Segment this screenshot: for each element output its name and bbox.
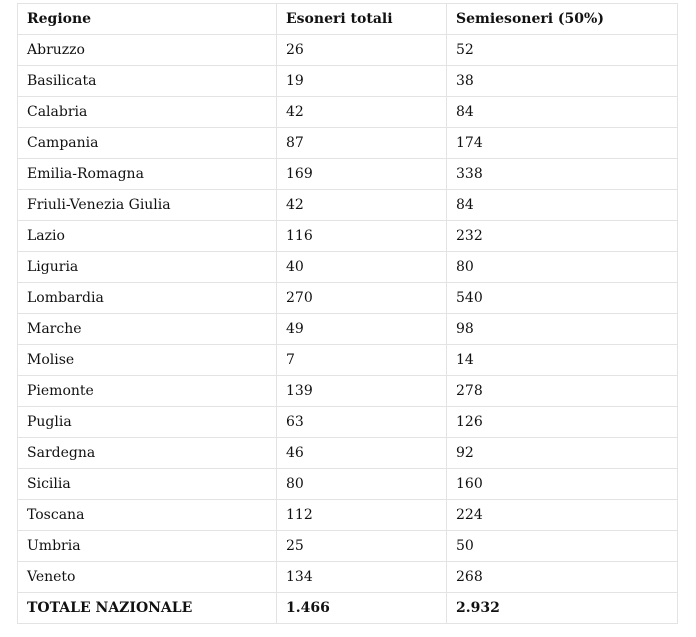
cell-semiesoneri: 224 xyxy=(447,500,678,531)
cell-semiesoneri: 52 xyxy=(447,35,678,66)
cell-semiesoneri: 98 xyxy=(447,314,678,345)
cell-semiesoneri: 540 xyxy=(447,283,678,314)
header-esoneri-totali: Esoneri totali xyxy=(277,4,447,35)
cell-regione: Basilicata xyxy=(18,66,277,97)
cell-esoneri: 169 xyxy=(277,159,447,190)
cell-semiesoneri: 174 xyxy=(447,128,678,159)
regional-exemptions-table-container xyxy=(17,3,677,624)
cell-regione: Piemonte xyxy=(18,376,277,407)
cell-semiesoneri: 278 xyxy=(447,376,678,407)
total-esoneri: 1.466 xyxy=(277,593,447,624)
table-row xyxy=(18,314,678,345)
cell-esoneri: 116 xyxy=(277,221,447,252)
cell-regione: Abruzzo xyxy=(18,35,277,66)
table-row xyxy=(18,283,678,314)
cell-esoneri: 134 xyxy=(277,562,447,593)
table-row xyxy=(18,35,678,66)
cell-esoneri: 139 xyxy=(277,376,447,407)
cell-regione: Veneto xyxy=(18,562,277,593)
cell-regione: Lombardia xyxy=(18,283,277,314)
cell-regione: Marche xyxy=(18,314,277,345)
total-row xyxy=(18,593,678,624)
table-row xyxy=(18,376,678,407)
cell-semiesoneri: 338 xyxy=(447,159,678,190)
cell-regione: Molise xyxy=(18,345,277,376)
cell-semiesoneri: 268 xyxy=(447,562,678,593)
cell-esoneri: 19 xyxy=(277,66,447,97)
cell-esoneri: 112 xyxy=(277,500,447,531)
table-row xyxy=(18,438,678,469)
table-row xyxy=(18,469,678,500)
table-row xyxy=(18,562,678,593)
total-semiesoneri: 2.932 xyxy=(447,593,678,624)
table-header-row xyxy=(18,4,678,35)
table-row xyxy=(18,407,678,438)
cell-semiesoneri: 38 xyxy=(447,66,678,97)
cell-regione: Umbria xyxy=(18,531,277,562)
cell-semiesoneri: 126 xyxy=(447,407,678,438)
table-row xyxy=(18,190,678,221)
table-row xyxy=(18,97,678,128)
cell-esoneri: 270 xyxy=(277,283,447,314)
table-row xyxy=(18,66,678,97)
cell-esoneri: 26 xyxy=(277,35,447,66)
table-row xyxy=(18,128,678,159)
cell-semiesoneri: 80 xyxy=(447,252,678,283)
table-row xyxy=(18,159,678,190)
table-row xyxy=(18,252,678,283)
cell-esoneri: 80 xyxy=(277,469,447,500)
cell-regione: Emilia-Romagna xyxy=(18,159,277,190)
cell-esoneri: 87 xyxy=(277,128,447,159)
cell-regione: Liguria xyxy=(18,252,277,283)
cell-semiesoneri: 160 xyxy=(447,469,678,500)
table-row xyxy=(18,345,678,376)
table-row xyxy=(18,500,678,531)
cell-esoneri: 7 xyxy=(277,345,447,376)
total-label: TOTALE NAZIONALE xyxy=(18,593,277,624)
cell-semiesoneri: 50 xyxy=(447,531,678,562)
cell-regione: Campania xyxy=(18,128,277,159)
cell-esoneri: 49 xyxy=(277,314,447,345)
regional-exemptions-table xyxy=(17,3,678,624)
header-regione: Regione xyxy=(18,4,277,35)
cell-regione: Calabria xyxy=(18,97,277,128)
cell-esoneri: 63 xyxy=(277,407,447,438)
cell-esoneri: 42 xyxy=(277,190,447,221)
cell-regione: Friuli-Venezia Giulia xyxy=(18,190,277,221)
header-semiesoneri: Semiesoneri (50%) xyxy=(447,4,678,35)
cell-semiesoneri: 84 xyxy=(447,190,678,221)
cell-esoneri: 40 xyxy=(277,252,447,283)
cell-semiesoneri: 84 xyxy=(447,97,678,128)
cell-esoneri: 42 xyxy=(277,97,447,128)
table-row xyxy=(18,531,678,562)
cell-semiesoneri: 14 xyxy=(447,345,678,376)
cell-semiesoneri: 92 xyxy=(447,438,678,469)
cell-regione: Lazio xyxy=(18,221,277,252)
cell-semiesoneri: 232 xyxy=(447,221,678,252)
cell-regione: Sardegna xyxy=(18,438,277,469)
cell-regione: Toscana xyxy=(18,500,277,531)
cell-regione: Sicilia xyxy=(18,469,277,500)
cell-esoneri: 46 xyxy=(277,438,447,469)
table-row xyxy=(18,221,678,252)
cell-esoneri: 25 xyxy=(277,531,447,562)
cell-regione: Puglia xyxy=(18,407,277,438)
